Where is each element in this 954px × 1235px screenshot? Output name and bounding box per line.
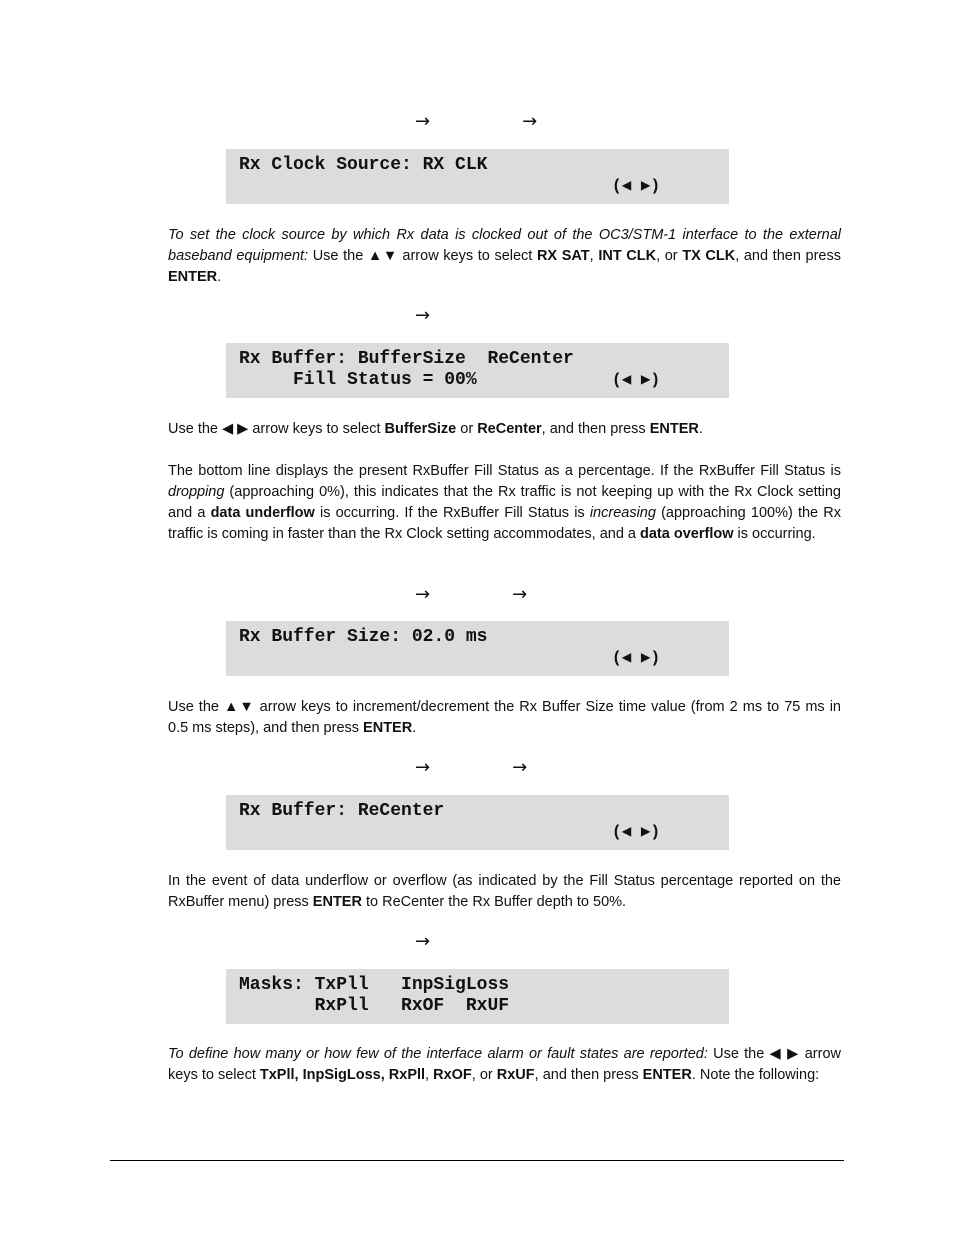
- footer-rule: [110, 1160, 844, 1161]
- lcd-line-1: Rx Buffer Size: 02.0 ms: [239, 627, 488, 647]
- lcd-display-rx-buffer-size: [226, 621, 729, 676]
- lcd-line-1: Rx Buffer: ReCenter: [239, 801, 445, 821]
- lcd-display-rx-buffer: [226, 343, 729, 398]
- lcd-line-2: Fill Status = 00%: [239, 370, 477, 390]
- arrow-right-icon: →: [415, 305, 431, 326]
- paragraph: Use the ◀ ▶ arrow keys to select BufferSize or ReCenter, and then press ENTER.: [168, 421, 703, 437]
- lcd-nav-arrows: (◀ ▶): [612, 823, 661, 841]
- arrow-right-icon: →: [512, 584, 528, 605]
- arrow-right-icon: →: [415, 931, 431, 952]
- menu-path-arrows: [415, 585, 527, 605]
- paragraph: The bottom line displays the present RxBuffer Fill Status as a percentage. If the RxBuffer Fill Status is dropping (approaching 0%), this indicates that the Rx traffic is not keeping up with the Rx Clock setting and a data underflow is occurring. If the RxBuffer Fill Status is increasing (approaching 100%) the Rx traffic is coming in faster than the Rx Clock setting accommodates, and a data overflow is occurring.: [168, 463, 841, 542]
- lcd-nav-arrows: (◀ ▶): [612, 649, 661, 667]
- lcd-line-1: Rx Buffer: BufferSize ReCenter: [239, 349, 574, 369]
- lcd-line-1: Masks: TxPll InpSigLoss: [239, 975, 510, 995]
- lcd-display-masks: [226, 969, 729, 1024]
- arrow-right-icon: →: [415, 111, 431, 132]
- menu-path-arrows: [415, 306, 430, 326]
- lcd-nav-arrows: (◀ ▶): [612, 177, 661, 195]
- menu-path-arrows: [415, 932, 430, 952]
- lcd-display-rx-clock-source: [226, 149, 729, 204]
- paragraph: To define how many or how few of the interface alarm or fault states are reported: Use the ◀ ▶ arrow keys to select TxPll, InpSigLoss, RxPll, RxOF, or RxUF, and then press ENTER. Note the following:: [168, 1046, 841, 1083]
- paragraph: Use the ▲▼ arrow keys to increment/decrement the Rx Buffer Size time value (from 2 ms to 75 ms in 0.5 ms steps), and then press ENTER.: [168, 699, 841, 736]
- lcd-display-rx-buffer-recenter: [226, 795, 729, 850]
- paragraph: In the event of data underflow or overflow (as indicated by the Fill Status percentage reported on the RxBuffer menu) press ENTER to ReCenter the Rx Buffer depth to 50%.: [168, 873, 841, 910]
- menu-path-arrows: [415, 758, 527, 778]
- menu-path-arrows: [415, 112, 537, 132]
- arrow-right-icon: →: [522, 111, 538, 132]
- paragraph: To set the clock source by which Rx data is clocked out of the OC3/STM-1 interface to the external baseband equipment: Use the ▲▼ arrow keys to select RX SAT, INT CLK, or TX CLK, and then press ENTER.: [168, 227, 841, 285]
- arrow-right-icon: →: [415, 584, 431, 605]
- arrow-right-icon: →: [512, 757, 528, 778]
- lcd-line-1: Rx Clock Source: RX CLK: [239, 155, 488, 175]
- lcd-nav-arrows: (◀ ▶): [612, 371, 661, 389]
- lcd-line-2: RxPll RxOF RxUF: [239, 996, 510, 1016]
- arrow-right-icon: →: [415, 757, 431, 778]
